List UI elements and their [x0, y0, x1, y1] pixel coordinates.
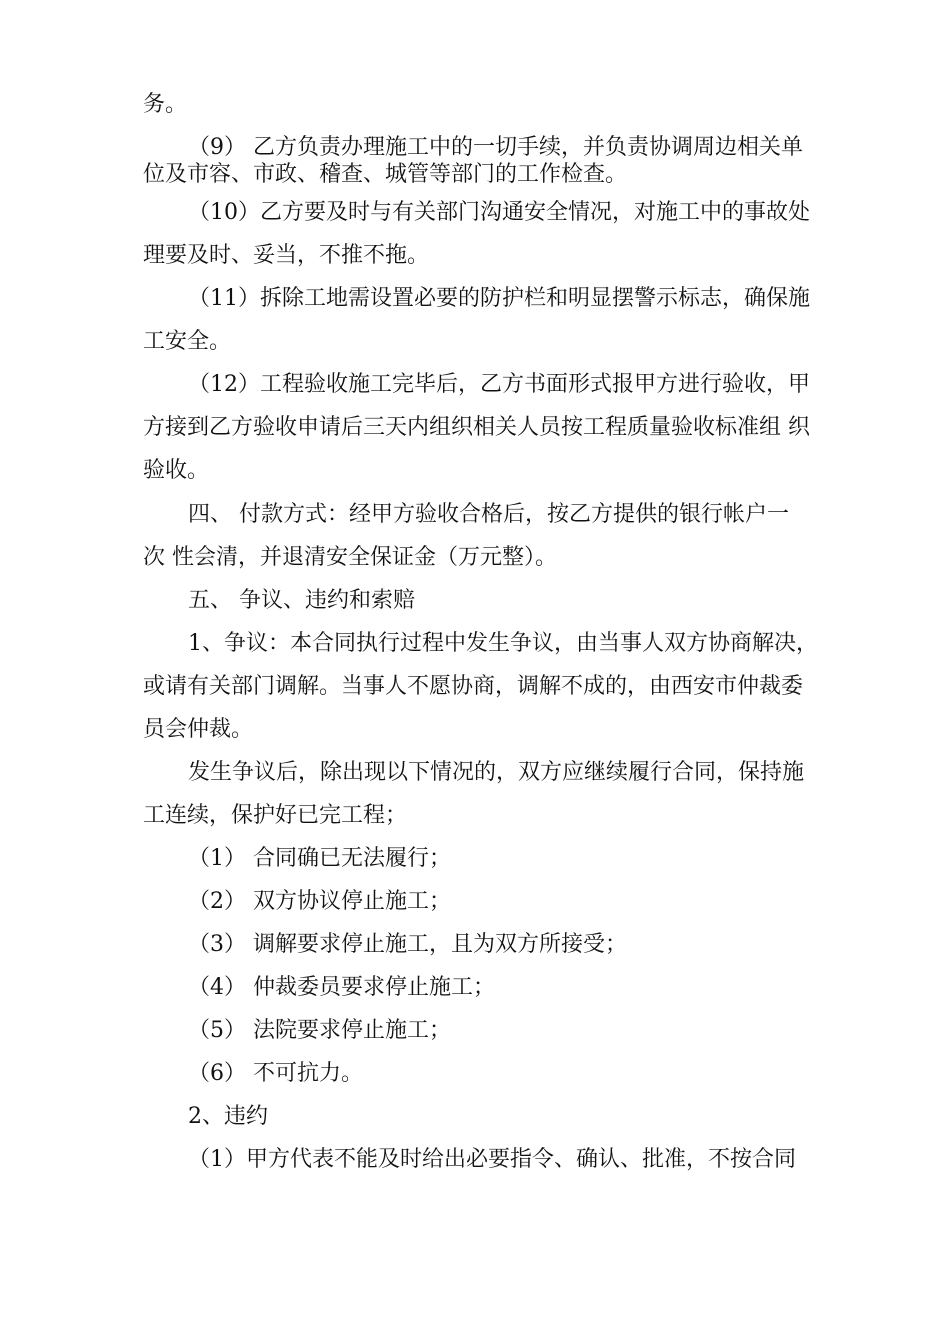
list-item-12-line-1: （12）工程验收施工完毕后，乙方书面形式报甲方进行验收，甲 — [188, 372, 810, 397]
list-item-12-line-3: 验收。 — [143, 458, 210, 483]
list-item-12-line-2: 方接到乙方验收申请后三天内组织相关人员按工程质量验收标准组 织 — [143, 415, 810, 440]
section-five-heading: 五、 争议、违约和索赔 — [188, 588, 415, 613]
list-item-9-line-1: （9） 乙方负责办理施工中的一切手续，并负责协调周边相关单 — [188, 135, 803, 160]
breach-item-1-line-1: （1）甲方代表不能及时给出必要指令、确认、批准，不按合同 — [188, 1147, 796, 1172]
dispute-paragraph-line-2: 或请有关部门调解。当事人不愿协商，调解不成的，由西安市仲裁委 — [143, 674, 804, 699]
condition-item-4: （4） 仲裁委员要求停止施工； — [188, 975, 495, 1000]
list-item-10-line-1: （10）乙方要及时与有关部门沟通安全情况，对施工中的事故处 — [188, 200, 810, 225]
list-item-10-line-2: 理要及时、妥当，不推不拖。 — [143, 243, 430, 268]
condition-item-1: （1） 合同确已无法履行； — [188, 846, 451, 871]
list-item-9-line-2: 位及市容、市政、稽查、城管等部门的工作检查。 — [143, 162, 628, 187]
after-dispute-paragraph-line-1: 发生争议后，除出现以下情况的，双方应继续履行合同，保持施 — [188, 760, 805, 785]
breach-heading: 2、违约 — [188, 1104, 268, 1129]
dispute-paragraph-line-3: 员会仲裁。 — [143, 717, 254, 742]
list-item-11-line-1: （11）拆除工地需设置必要的防护栏和明显摆警示标志，确保施 — [188, 286, 810, 311]
text-line: 务。 — [143, 92, 188, 117]
after-dispute-paragraph-line-2: 工连续，保护好已完工程； — [143, 803, 408, 828]
list-item-11-line-2: 工安全。 — [143, 329, 232, 354]
section-four-heading: 四、 付款方式：经甲方验收合格后，按乙方提供的银行帐户一 — [188, 502, 789, 527]
condition-item-6: （6） 不可抗力。 — [188, 1061, 363, 1086]
condition-item-2: （2） 双方协议停止施工； — [188, 889, 451, 914]
condition-item-5: （5） 法院要求停止施工； — [188, 1018, 451, 1043]
section-four-line-2: 次 性会清，并退清安全保证金（万元整）。 — [143, 545, 557, 570]
dispute-paragraph-line-1: 1、争议：本合同执行过程中发生争议，由当事人双方协商解决， — [188, 631, 818, 656]
condition-item-3: （3） 调解要求停止施工，且为双方所接受； — [188, 932, 627, 957]
